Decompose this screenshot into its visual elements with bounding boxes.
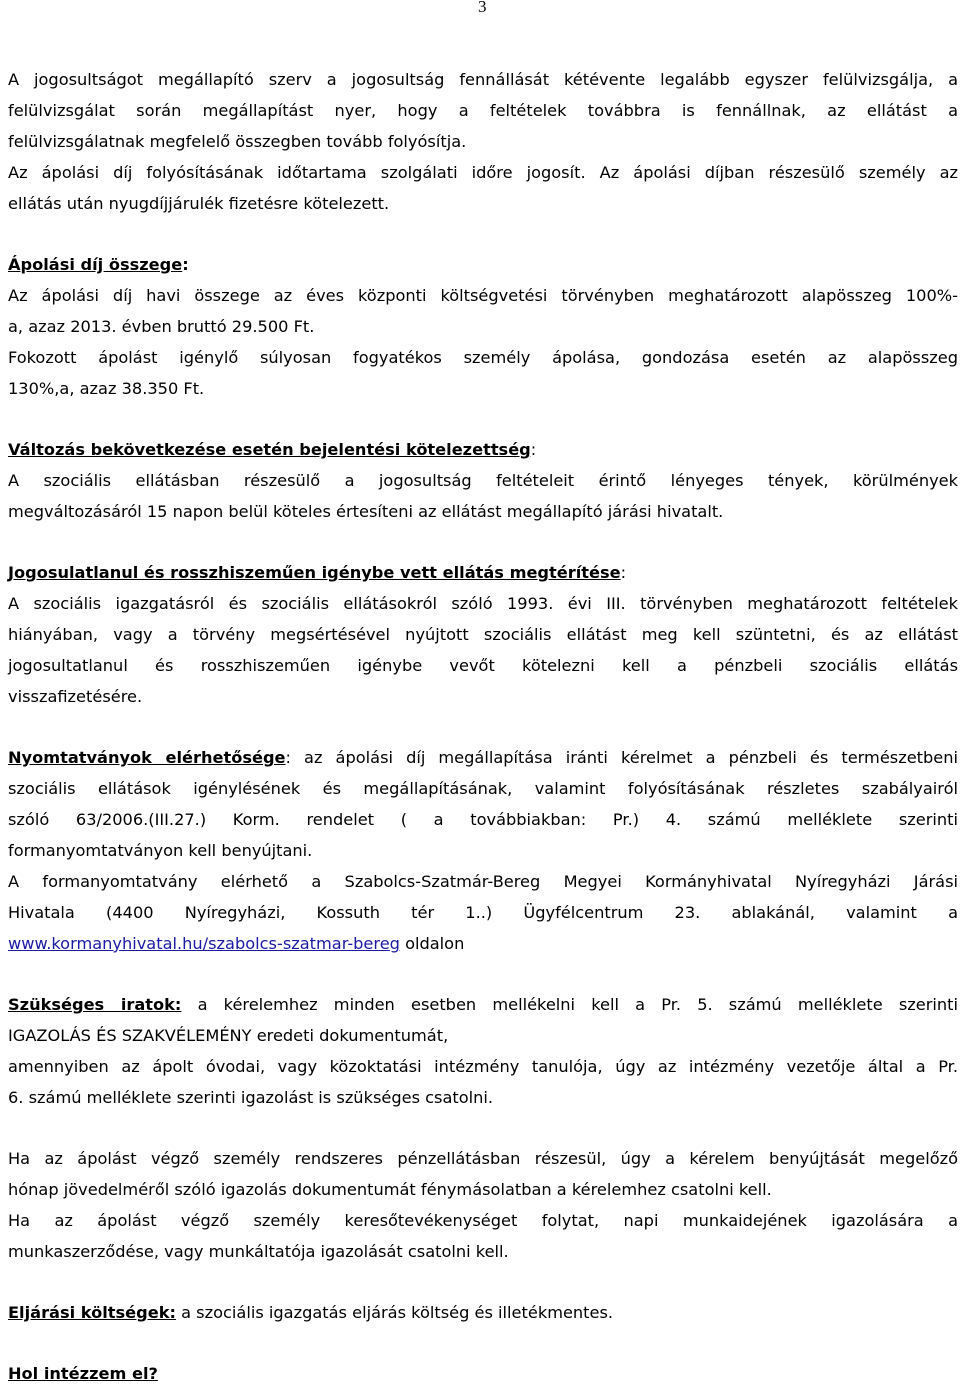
- heading-osszeg-text: Ápolási díj összege: [8, 255, 183, 274]
- document-body: [8, 64, 958, 1389]
- jovedelem-line-3: Ha az ápolást végző személy keresőtevékenységet folytat, napi munkaidejének igazolására a: [8, 1211, 958, 1230]
- koltseg-line: [8, 1297, 958, 1328]
- jogosulatlan-line-4: visszafizetésére.: [8, 687, 143, 706]
- p1-line-4: Az ápolási díj folyósításának időtartama szolgálati időre jogosít. Az ápolási díjban részesülő személy az: [8, 163, 958, 182]
- nyomtatvany-line-4: formanyomtatványon kell benyújtani.: [8, 841, 313, 860]
- heading-jogosulatlan-colon: :: [620, 563, 627, 582]
- heading-osszeg-colon: :: [182, 255, 189, 274]
- nyomtatvany-line-3: szóló 63/2006.(III.27.) Korm. rendelet ( a továbbiakban: Pr.) 4. számú melléklete szerinti: [8, 810, 958, 829]
- osszeg-line-4: 130%,a, azaz 38.350 Ft.: [8, 379, 205, 398]
- heading-valtozas-text: Változás bekövetkezése esetén bejelentési kötelezettség: [8, 440, 531, 459]
- page-number: 3: [478, 0, 487, 16]
- heading-valtozas-colon: :: [530, 440, 537, 459]
- koltseg-line-rest: a szociális igazgatás eljárás költség és illetékmentes.: [175, 1303, 614, 1322]
- valtozas-line-1: A szociális ellátásban részesülő a jogosultság feltételeit érintő lényeges tények, körülmények: [8, 471, 958, 490]
- osszeg-line-3: Fokozott ápolást igénylő súlyosan fogyatékos személy ápolása, gondozása esetén az alapösszeg: [8, 348, 958, 367]
- osszeg-line-1: Az ápolási díj havi összege az éves központi költségvetési törvényben meghatározott alapösszeg 100%-: [8, 286, 958, 305]
- osszeg-line-2: a, azaz 2013. évben bruttó 29.500 Ft.: [8, 317, 315, 336]
- heading-hol-text: Hol intézzem el?: [8, 1364, 158, 1383]
- p1-line-3: felülvizsgálatnak megfelelő összegben tovább folyósítja.: [8, 132, 467, 151]
- nyomtatvany-line-7: [8, 928, 958, 959]
- iratok-line-1: [8, 989, 958, 1020]
- jovedelem-line-4: munkaszerződése, vagy munkáltatója igazolását csatolni kell.: [8, 1242, 509, 1261]
- heading-jogosulatlan-text: Jogosulatlanul és rosszhiszeműen igénybe vett ellátás megtérítése: [8, 563, 621, 582]
- p1-line-5: ellátás után nyugdíjjárulék fizetésre kötelezett.: [8, 194, 390, 213]
- heading-iratok-text: Szükséges iratok:: [8, 995, 182, 1014]
- kormanyhivatal-link[interactable]: www.kormanyhivatal.hu/szabolcs-szatmar-bereg: [8, 934, 400, 953]
- heading-koltseg-text: Eljárási költségek:: [8, 1303, 176, 1322]
- valtozas-line-2: megváltozásáról 15 napon belül köteles értesíteni az ellátást megállapító járási hivatalt.: [8, 502, 724, 521]
- jovedelem-line-1: Ha az ápolást végző személy rendszeres pénzellátásban részesül, úgy a kérelem benyújtását megelőző: [8, 1149, 958, 1168]
- section-heading-valtozas: [8, 434, 958, 465]
- heading-nyomtatvany-text: Nyomtatványok elérhetősége: [8, 748, 286, 767]
- nyomtatvany-line-1: [8, 742, 958, 773]
- jogosulatlan-line-1: A szociális igazgatásról és szociális ellátásokról szóló 1993. évi III. törvényben meghatározott feltételek: [8, 594, 958, 613]
- iratok-line-1-rest: a kérelemhez minden esetben mellékelni kell a Pr. 5. számú melléklete szerinti: [181, 995, 958, 1014]
- jogosulatlan-line-3: jogosultatlanul és rosszhiszeműen igénybe vevőt kötelezni kell a pénzbeli szociális ellátás: [8, 656, 958, 675]
- nyomtatvany-line-7-rest: oldalon: [399, 934, 465, 953]
- nyomtatvany-line-6: Hivatala (4400 Nyíregyházi, Kossuth tér 1..) Ügyfélcentrum 23. ablakánál, valamint a: [8, 903, 958, 922]
- jovedelem-line-2: hónap jövedelméről szóló igazolás dokumentumát fénymásolatban a kérelemhez csatolni kell.: [8, 1180, 772, 1199]
- p1-line-2: felülvizsgálat során megállapítást nyer, hogy a feltételek továbbra is fennállnak, az ellátást a: [8, 101, 958, 120]
- section-heading-jogosulatlan: [8, 557, 958, 588]
- iratok-line-3: amennyiben az ápolt óvodai, vagy közoktatási intézmény tanulója, úgy az intézmény vezetője által a Pr.: [8, 1057, 958, 1076]
- iratok-line-2: IGAZOLÁS ÉS SZAKVÉLEMÉNY eredeti dokumentumát,: [8, 1026, 449, 1045]
- jogosulatlan-line-2: hiányában, vagy a törvény megsértésével nyújtott szociális ellátást meg kell szüntetni, és az ellátást: [8, 625, 958, 644]
- iratok-line-4: 6. számú melléklete szerinti igazolást is szükséges csatolni.: [8, 1088, 494, 1107]
- nyomtatvany-line-5: A formanyomtatvány elérhető a Szabolcs-Szatmár-Bereg Megyei Kormányhivatal Nyíregyházi Járási: [8, 872, 958, 891]
- nyomtatvany-line-1-rest: : az ápolási díj megállapítása iránti kérelmet a pénzbeli és természetbeni: [285, 748, 959, 767]
- hol-line: [8, 1358, 958, 1389]
- p1-line-1: A jogosultságot megállapító szerv a jogosultság fennállását kétévente legalább egyszer felülvizsgálja, a: [8, 70, 958, 89]
- nyomtatvany-line-2: szociális ellátások igénylésének és megállapításának, valamint folyósításának részletes szabályairól: [8, 779, 958, 798]
- section-heading-osszeg: [8, 249, 958, 280]
